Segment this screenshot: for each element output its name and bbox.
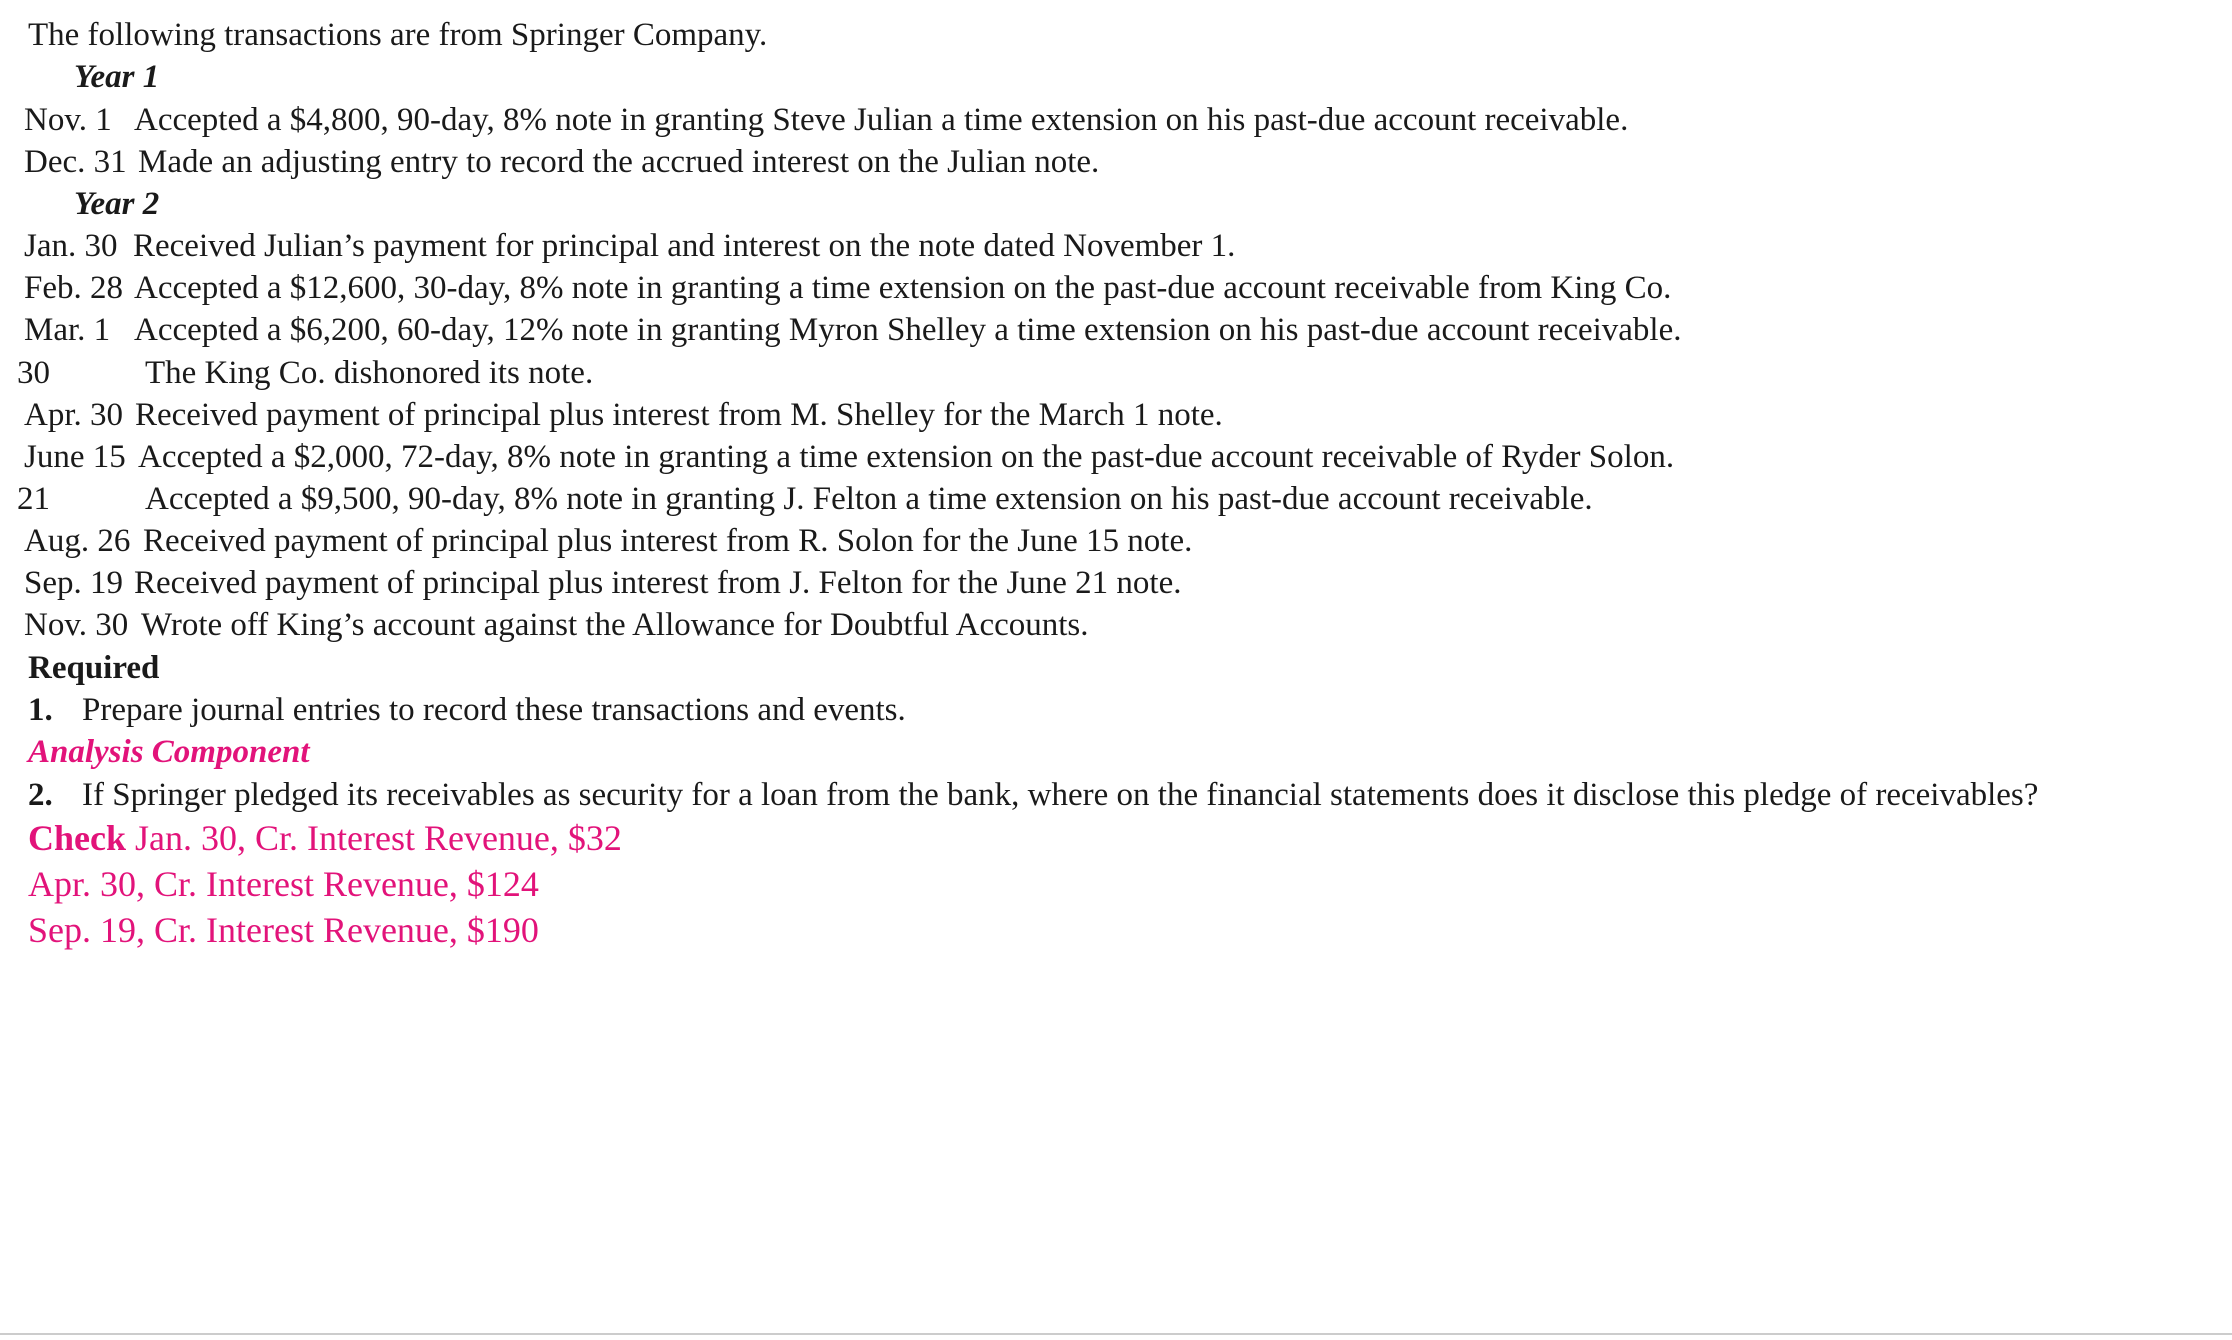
transaction-date: Feb. 28	[24, 270, 123, 306]
transaction-date: Mar. 1	[24, 312, 111, 348]
intro-text: The following transactions are from Springer Company.	[28, 17, 768, 53]
transaction-text: Accepted a $9,500, 90-day, 8% note in granting J. Felton a time extension on his past-due account receivable.	[145, 481, 1593, 517]
check-line-3: Sep. 19, Cr. Interest Revenue, $190	[28, 910, 539, 950]
analysis-item-2	[28, 775, 2038, 815]
year2-heading: Year 2	[74, 186, 160, 222]
transaction-text: Accepted a $6,200, 60-day, 12% note in granting Myron Shelley a time extension on his past-due account receivable.	[134, 312, 1682, 348]
item-text: If Springer pledged its receivables as security for a loan from the bank, where on the financial statements does it disclose this pledge of receivables?	[82, 777, 2039, 813]
transaction-text: The King Co. dishonored its note.	[145, 355, 594, 391]
transaction-text: Made an adjusting entry to record the accrued interest on the Julian note.	[138, 144, 1100, 180]
check-label: Check	[28, 818, 126, 858]
transaction-date: Aug. 26	[24, 523, 131, 559]
transaction-text: Accepted a $2,000, 72-day, 8% note in granting a time extension on the past-due account receivable of Ryder Solon.	[138, 439, 1675, 475]
transaction-date: June 15	[24, 439, 126, 475]
check-line-2: Apr. 30, Cr. Interest Revenue, $124	[28, 864, 539, 904]
transaction-text: Accepted a $4,800, 90-day, 8% note in granting Steve Julian a time extension on his past-due account receivable.	[134, 102, 1629, 138]
analysis-heading: Analysis Component	[28, 734, 310, 770]
transaction-date: Dec. 31	[24, 144, 127, 180]
bottom-divider	[0, 1333, 2232, 1335]
required-item-1	[28, 690, 906, 730]
transaction-date: Nov. 30	[24, 607, 129, 643]
transaction-text: Received payment of principal plus interest from J. Felton for the June 21 note.	[134, 565, 1182, 601]
transaction-text: Wrote off King’s account against the Allowance for Doubtful Accounts.	[141, 607, 1089, 643]
year1-heading: Year 1	[74, 59, 160, 95]
check-text: Jan. 30, Cr. Interest Revenue, $32	[135, 818, 622, 858]
item-number: 1.	[28, 692, 53, 728]
transaction-text: Received payment of principal plus interest from M. Shelley for the March 1 note.	[135, 397, 1223, 433]
transaction-date: Apr. 30	[24, 397, 123, 433]
check-line-1	[28, 818, 622, 858]
transaction-date: Sep. 19	[24, 565, 123, 601]
transaction-date: 30	[17, 355, 50, 391]
transaction-text: Received Julian’s payment for principal and interest on the note dated November 1.	[133, 228, 1236, 264]
transaction-date: Nov. 1	[24, 102, 112, 138]
transaction-date: 21	[17, 481, 50, 517]
transaction-date: Jan. 30	[24, 228, 118, 264]
transaction-text: Accepted a $12,600, 30-day, 8% note in granting a time extension on the past-due account receivable from King Co.	[134, 270, 1672, 306]
item-number: 2.	[28, 777, 53, 813]
required-heading: Required	[28, 650, 160, 686]
item-text: Prepare journal entries to record these transactions and events.	[82, 692, 906, 728]
transaction-text: Received payment of principal plus interest from R. Solon for the June 15 note.	[143, 523, 1193, 559]
